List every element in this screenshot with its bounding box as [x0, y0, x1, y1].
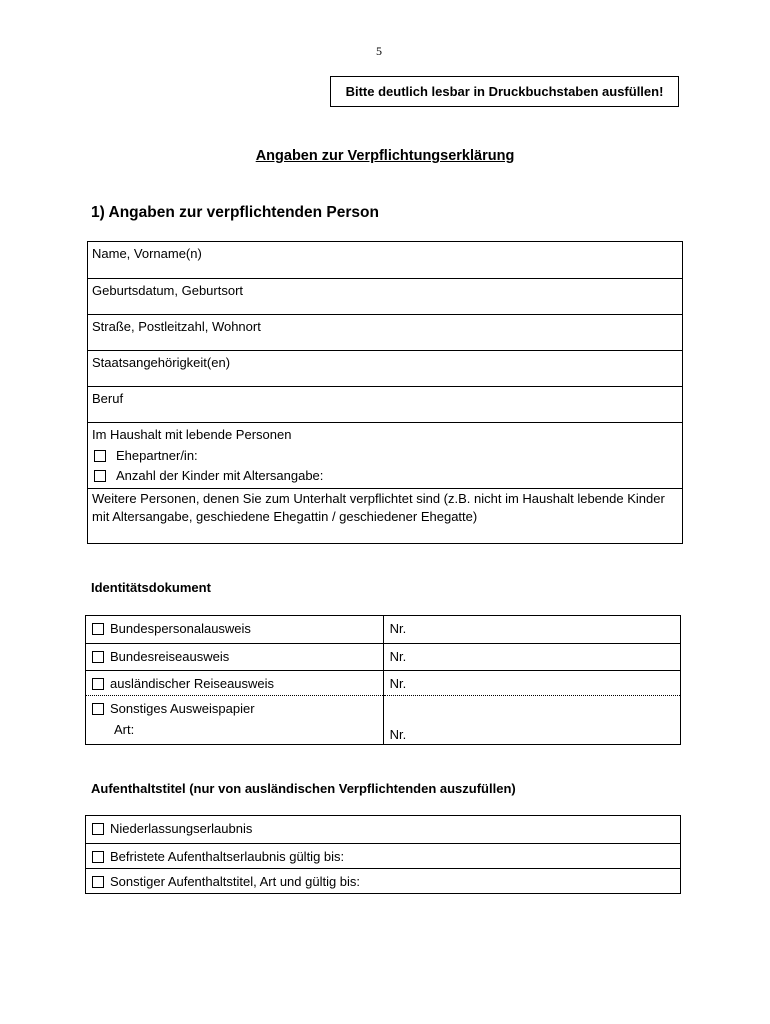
spouse-option [92, 448, 678, 463]
birth-field[interactable] [88, 279, 683, 315]
table-row [86, 816, 681, 844]
notice-text: Bitte deutlich lesbar in Druckbuchstaben ausfüllen! [345, 84, 664, 99]
name-field[interactable] [88, 242, 683, 279]
nr-label: Nr. [389, 727, 407, 742]
children-label: Anzahl der Kinder mit Altersangabe: [116, 468, 324, 483]
residence-table [85, 815, 681, 894]
table-row [88, 315, 683, 351]
niederlassungserlaubnis-checkbox[interactable] [92, 823, 104, 835]
auslaendischer-reiseausweis-checkbox[interactable] [92, 678, 104, 690]
person-details-table [87, 241, 683, 544]
id-option-2 [86, 671, 384, 696]
option-label: Bundesreiseausweis [110, 649, 230, 664]
sonstiges-ausweispapier-checkbox[interactable] [92, 703, 104, 715]
table-row [86, 869, 681, 894]
page-number: 5 [376, 44, 382, 58]
table-row [88, 387, 683, 423]
residence-option-1 [86, 844, 681, 869]
nr-label: Nr. [389, 621, 407, 636]
bundesreiseausweis-checkbox[interactable] [92, 651, 104, 663]
sonstiger-aufenthaltstitel-checkbox[interactable] [92, 876, 104, 888]
table-row [86, 644, 681, 671]
table-row [88, 489, 683, 544]
field-label: Name, Vorname(n) [92, 246, 202, 261]
option-label: Niederlassungserlaubnis [110, 821, 253, 836]
nr-field[interactable] [383, 671, 680, 696]
identity-table [85, 615, 681, 745]
field-label: Staatsangehörigkeit(en) [92, 355, 231, 370]
field-label: Beruf [92, 391, 124, 406]
option-label: ausländischer Reiseausweis [110, 676, 275, 691]
document-title: Angaben zur Verpflichtungserklärung [255, 148, 515, 164]
address-field[interactable] [88, 315, 683, 351]
art-field[interactable] [92, 722, 377, 737]
table-row [86, 616, 681, 644]
residence-heading: Aufenthaltstitel (nur von ausländischen Verpflichtenden auszufüllen) [91, 781, 516, 796]
field-label: Straße, Postleitzahl, Wohnort [92, 319, 261, 334]
table-row [86, 844, 681, 869]
nr-field[interactable] [383, 644, 680, 671]
table-row [88, 423, 683, 489]
children-checkbox[interactable] [94, 470, 106, 482]
nr-label: Nr. [389, 649, 407, 664]
further-persons-field[interactable] [88, 489, 683, 544]
table-row [86, 696, 681, 745]
table-row [88, 242, 683, 279]
residence-option-0 [86, 816, 681, 844]
identity-heading: Identitätsdokument [91, 580, 211, 595]
residence-option-2 [86, 869, 681, 894]
household-field [88, 423, 683, 489]
field-label: Geburtsdatum, Geburtsort [92, 283, 244, 298]
bundespersonalausweis-checkbox[interactable] [92, 623, 104, 635]
table-row [88, 351, 683, 387]
id-option-1 [86, 644, 384, 671]
spouse-label: Ehepartner/in: [116, 448, 198, 463]
profession-field[interactable] [88, 387, 683, 423]
option-label: Sonstiger Aufenthaltstitel, Art und gültig bis: [110, 874, 361, 889]
option-label: Befristete Aufenthaltserlaubnis gültig bis: [110, 849, 345, 864]
option-label: Sonstiges Ausweispapier [110, 701, 255, 716]
household-label: Im Haushalt mit lebende Personen [92, 427, 292, 442]
nr-label: Nr. [389, 676, 407, 691]
befristete-aufenthaltserlaubnis-checkbox[interactable] [92, 851, 104, 863]
notice-box [330, 76, 679, 107]
spouse-checkbox[interactable] [94, 450, 106, 462]
nr-field[interactable] [383, 696, 680, 745]
id-option-3 [86, 696, 384, 745]
table-row [86, 671, 681, 696]
nationality-field[interactable] [88, 351, 683, 387]
section-1-heading: 1) Angaben zur verpflichtenden Person [91, 204, 379, 221]
id-option-0 [86, 616, 384, 644]
children-option [92, 468, 678, 483]
nr-field[interactable] [383, 616, 680, 644]
art-label: Art: [114, 722, 135, 737]
option-label: Bundespersonalausweis [110, 621, 251, 636]
table-row [88, 279, 683, 315]
field-label: Weitere Personen, denen Sie zum Unterhalt verpflichtet sind (z.B. nicht im Haushalt lebende Kinder mit Altersangabe, geschiedene Ehegattin / geschiedener Ehegatte) [92, 491, 665, 524]
